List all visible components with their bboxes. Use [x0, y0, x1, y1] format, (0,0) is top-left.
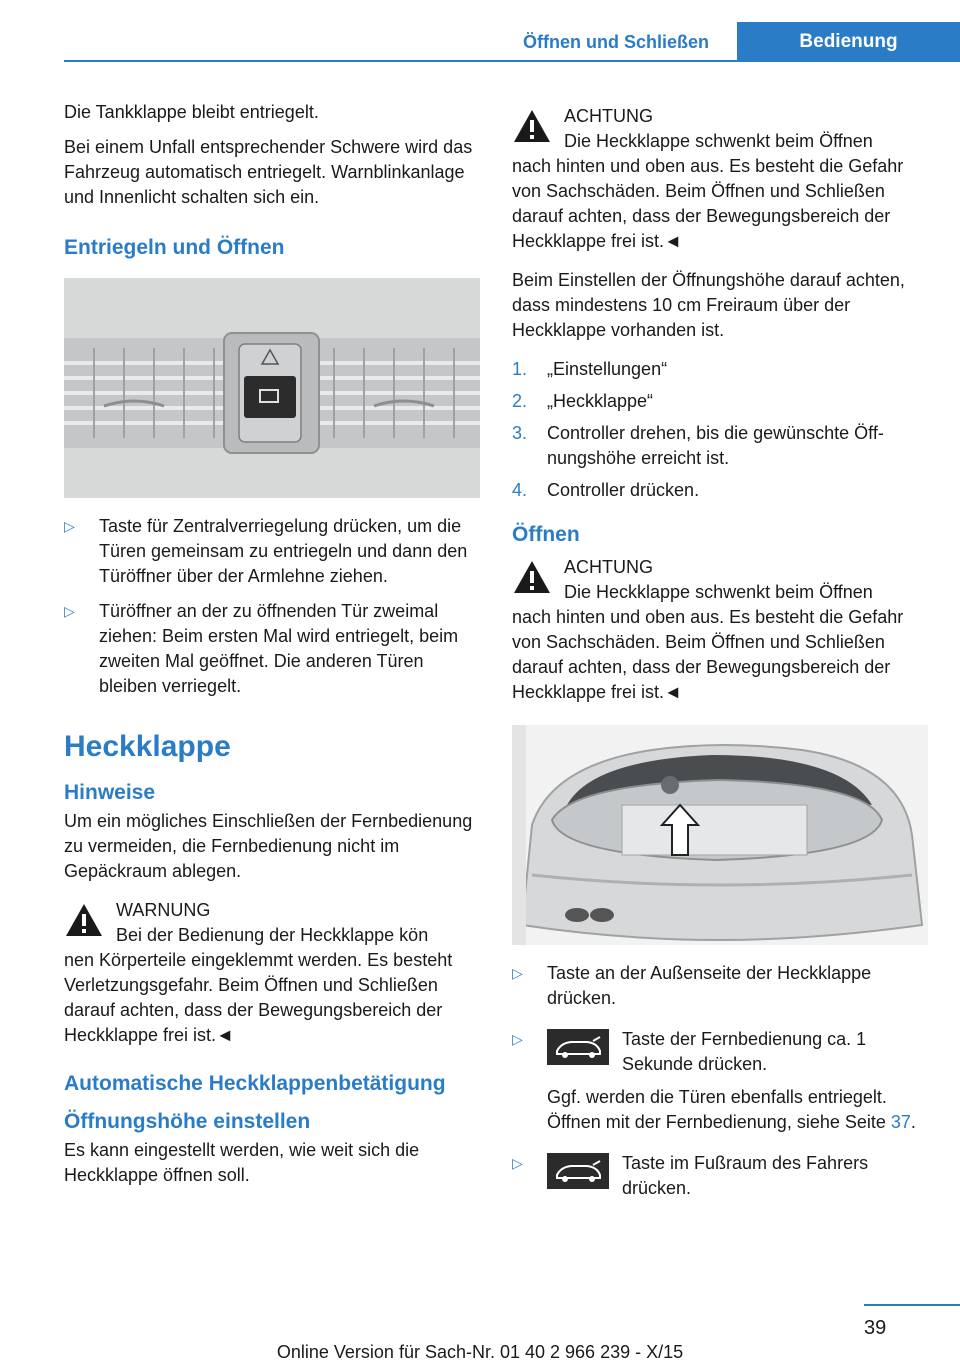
- left-column: [64, 100, 480, 1188]
- warning-triangle-icon: [64, 902, 104, 938]
- page-number: 39: [864, 1317, 887, 1339]
- key-2-text: Taste im Fußraum des Fahrers drücken.: [622, 1153, 869, 1198]
- footer-online-version: Online Version für Sach-Nr. 01 40 2 966 239 - X/15: [276, 1342, 684, 1362]
- triangle-right-icon: ▷: [64, 603, 75, 619]
- heading-heckklappe: Heckklappe: [64, 730, 231, 763]
- warning-title: WARNUNG: [116, 900, 211, 920]
- list-item: 1. „Einstellungen“: [512, 359, 668, 379]
- header-rule: [64, 60, 960, 62]
- intro-paragraph-2: Bei einem Unfall entsprechender Schwere wird das Fahrzeug automatisch entriegelt. Warnblinkanlage und Innenlicht schalten sich ein.: [64, 137, 473, 207]
- list-item: ▷ Taste an der Außenseite der Heckklappe drücken.: [512, 963, 872, 1008]
- heading-automatische: Automatische Heckklappenbetätigung: [64, 1072, 446, 1095]
- header-section-title: Öffnen und Schließen: [522, 32, 709, 52]
- warning-first-line: Bei der Bedienung der Heckklappe kön: [116, 925, 429, 945]
- heading-oeffnen: Öffnen: [512, 523, 580, 546]
- triangle-right-icon: ▷: [512, 1031, 523, 1047]
- list-item: ▷ Taste für Zentralverriegelung drücken, um die Türen gemeinsam zu entriegeln und dann den Türöffner über der Armlehne ziehen.: [64, 516, 468, 586]
- steps-list: [512, 357, 928, 503]
- list-item: 4. Controller drücken.: [512, 480, 700, 500]
- warning-triangle-icon: [512, 559, 552, 595]
- key-1-text: Taste der Fernbedienung ca. 1 Sekunde drücken.: [622, 1029, 867, 1074]
- triangle-right-icon: ▷: [512, 965, 523, 981]
- list-item: 2. „Heckklappe“: [512, 391, 654, 411]
- intro-paragraph-1: Die Tankklappe bleibt entriegelt.: [64, 102, 319, 122]
- triangle-right-icon: ▷: [64, 518, 75, 534]
- heading-entriegeln: Entriegeln und Öffnen: [64, 236, 285, 259]
- triangle-right-icon: ▷: [512, 1155, 523, 1171]
- list-item: [512, 1151, 928, 1201]
- list-item: [512, 1027, 928, 1135]
- heading-oeffnungshoehe: Öffnungshöhe einstellen: [64, 1110, 311, 1133]
- right-column: [512, 100, 928, 1215]
- caution-text: nach hinten und oben aus. Es besteht die Gefahr von Sachschäden. Beim Öffnen und Schließen darauf achten, dass der Bewegungsbereich der Heckklappe frei ist.◄: [512, 156, 904, 251]
- caution-text: nach hinten und oben aus. Es besteht die Gefahr von Sachschäden. Beim Öffnen und Schließen darauf achten, dass der Bewegungsbereich der Heckklappe frei ist.◄: [512, 607, 904, 702]
- footer-rule: [864, 1304, 960, 1306]
- list-item: ▷ Türöffner an der zu öffnenden Tür zweimal ziehen: Beim ersten Mal wird entriegelt, beim zweiten Mal geöffnet. Die anderen Türen bleiben verriegelt.: [64, 601, 459, 696]
- car-trunk-key-icon: [547, 1029, 609, 1065]
- caution-first-line: Die Heckklappe schwenkt beim Öffnen: [564, 582, 873, 602]
- header-chapter-tab: Bedienung: [737, 22, 960, 62]
- key-1-subtext: Ggf. werden die Türen ebenfalls entriegelt. Öffnen mit der Fernbedienung, siehe Seite 37.: [547, 1087, 916, 1132]
- list-item: 3. Controller drehen, bis die gewünschte Öffnungshöhe erreicht ist.: [512, 423, 884, 468]
- hoehe-paragraph: Es kann eingestellt werden, wie weit sich die Heckklappe öffnen soll.: [64, 1140, 420, 1185]
- warning-text: nen Körperteile eingeklemmt werden. Es besteht Verletzungsgefahr. Beim Öffnen und Schließen darauf achten, dass der Bewegungsbereich der Heckklappe frei ist.◄: [64, 950, 453, 1045]
- warning-triangle-icon: [512, 108, 552, 144]
- warning-block: [64, 898, 480, 1048]
- caution-title: ACHTUNG: [564, 106, 653, 126]
- hinweise-paragraph: Um ein mögliches Einschließen der Fernbedienung zu vermeiden, die Fernbedienung nicht im Gepäckraum ablegen.: [64, 811, 473, 881]
- central-locking-button-photo: [64, 278, 480, 498]
- trunk-button-photo: [512, 725, 928, 945]
- heading-hinweise: Hinweise: [64, 781, 156, 804]
- caution-first-line: Die Heckklappe schwenkt beim Öffnen: [564, 131, 873, 151]
- page-link-37[interactable]: 37: [890, 1112, 911, 1132]
- caution-title: ACHTUNG: [564, 557, 653, 577]
- caution-block-2: [512, 555, 928, 705]
- caution-block-1: [512, 104, 928, 254]
- car-trunk-key-icon: [547, 1153, 609, 1189]
- einstellen-paragraph: Beim Einstellen der Öffnungshöhe darauf achten, dass mindestens 10 cm Freiraum über der Heckklappe vorhanden ist.: [512, 270, 905, 340]
